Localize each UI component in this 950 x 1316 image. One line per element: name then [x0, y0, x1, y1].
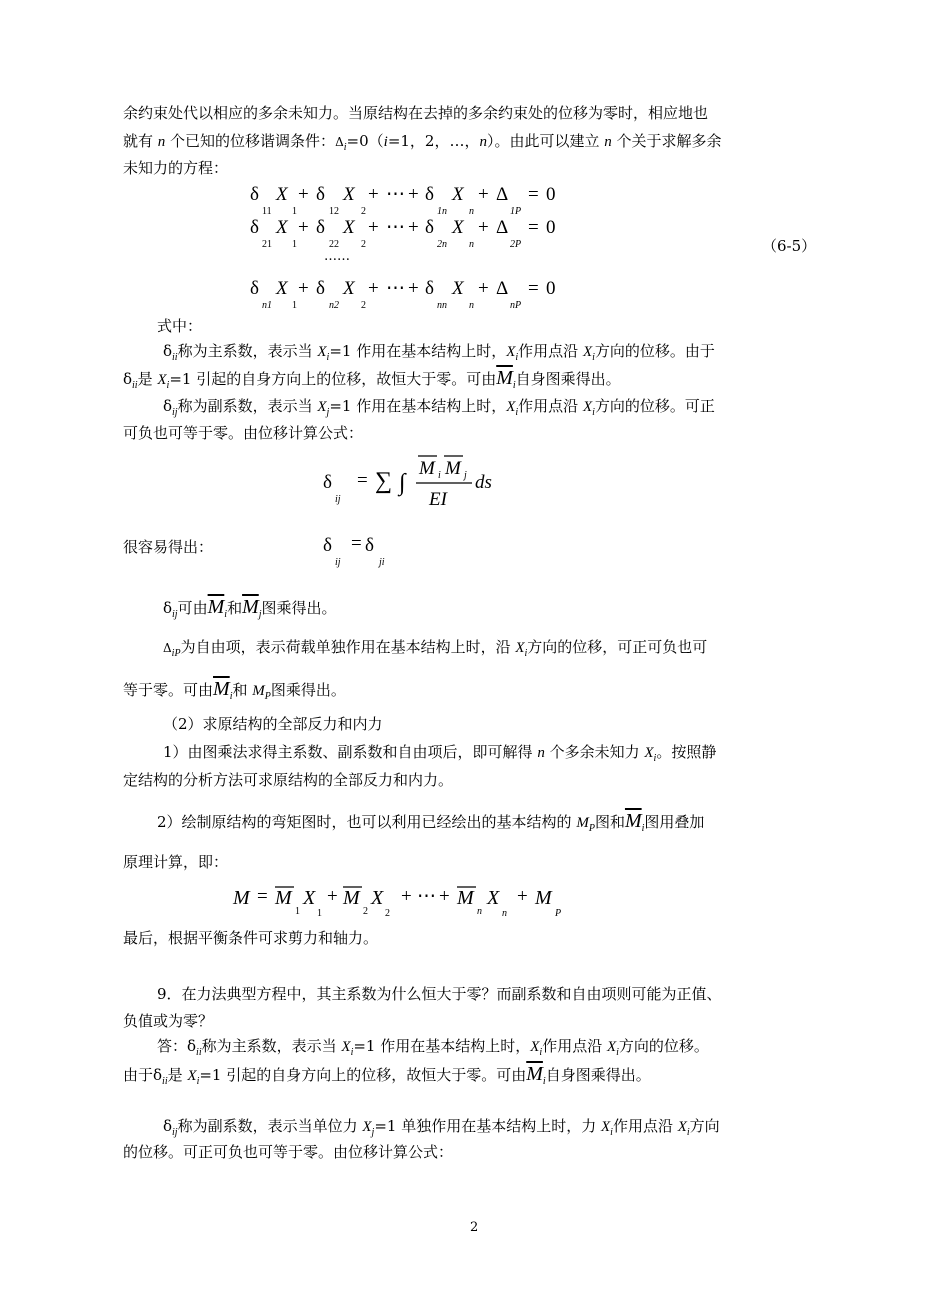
svg-text:nP: nP: [510, 300, 522, 311]
svg-text:n: n: [469, 300, 474, 311]
text-line: $\delta_{ii}$是 $X_i=1$ 引起的自身方向上的位移，故恒大于零。可由$\overline{M}_i$自身图乘得出。: [123, 367, 621, 391]
text-line: $\delta_{ij}$称为副系数，表示当 $X_j=1$ 作用在基本结构上时，$X_i$作用点沿 $X_i$方向的位移。可正: [163, 397, 715, 418]
svg-text:1: 1: [295, 906, 300, 917]
svg-text:M: M: [275, 887, 292, 909]
svg-text:=: =: [528, 184, 539, 205]
svg-text:+: +: [298, 217, 309, 238]
svg-text:δ: δ: [323, 535, 332, 556]
svg-text:M: M: [233, 887, 250, 909]
svg-text:=: =: [257, 886, 268, 907]
svg-text:X: X: [276, 278, 288, 299]
svg-text:12: 12: [329, 206, 339, 217]
svg-text:X: X: [343, 184, 355, 205]
svg-text:X: X: [452, 217, 464, 238]
svg-text:Δ: Δ: [496, 184, 509, 205]
ellipsis: ……: [324, 249, 350, 264]
equation-number: （6-5）: [762, 237, 817, 255]
svg-text:21: 21: [262, 239, 272, 250]
text-line: $\delta_{ii}$称为主系数，表示当 $X_i=1$ 作用在基本结构上时，$X_i$作用点沿 $X_i$方向的位移。由于: [163, 342, 715, 363]
question-9: 9．在力法典型方程中，其主系数为什么恒大于零？而副系数和自由项则可能为正值、: [157, 985, 722, 1003]
svg-text:1: 1: [317, 908, 322, 919]
svg-text:X: X: [452, 278, 464, 299]
svg-text:∑: ∑: [375, 468, 393, 494]
svg-text:1P: 1P: [510, 206, 522, 217]
equation-row-1: [250, 184, 556, 217]
svg-text:X: X: [276, 217, 288, 238]
svg-text:Δ: Δ: [496, 217, 509, 238]
text-line: 可负也可等于零。由位移计算公式：: [123, 424, 364, 442]
svg-text:2: 2: [385, 908, 390, 919]
svg-text:X: X: [452, 184, 464, 205]
equation-system: [240, 178, 580, 313]
text-line: 由于$\delta_{ii}$是 $X_i=1$ 引起的自身方向上的位移，故恒大于零。可由$\overline{M}_i$自身图乘得出。: [123, 1063, 651, 1087]
svg-text:ds: ds: [475, 472, 492, 493]
text-line: 式中：: [157, 317, 203, 335]
superposition-formula: [225, 880, 585, 924]
svg-text:+: +: [401, 886, 412, 907]
svg-text:+: +: [408, 184, 419, 205]
svg-text:X: X: [487, 887, 500, 909]
svg-text:2: 2: [363, 906, 368, 917]
text-line: $\delta_{ij}$称为副系数，表示当单位力 $X_j=1$ 单独作用在基本结构上时，力 $X_i$作用点沿 $X_i$方向: [163, 1117, 720, 1138]
svg-text:X: X: [343, 217, 355, 238]
equation-row-2: [250, 217, 556, 250]
svg-text:n2: n2: [329, 300, 339, 311]
svg-text:=: =: [357, 470, 368, 491]
text-line: 1）由图乘法求得主系数、副系数和自由项后，即可解得 n 个多余未知力 $X_i$。按照静: [163, 743, 717, 764]
svg-text:X: X: [343, 278, 355, 299]
svg-text:ij: ij: [335, 494, 341, 505]
section-heading: （2）求原结构的全部反力和内力: [163, 715, 383, 733]
text-line: $\Delta_{iP}$为自由项，表示荷载单独作用在基本结构上时，沿 $X_i$方向的位移，可正可负也可: [163, 638, 708, 659]
svg-text:X: X: [303, 887, 316, 909]
svg-text:δ: δ: [250, 217, 259, 238]
svg-text:2: 2: [361, 239, 366, 250]
svg-text:⋯: ⋯: [386, 184, 405, 205]
svg-text:j: j: [464, 470, 467, 481]
svg-text:∫: ∫: [399, 470, 406, 496]
svg-text:δ: δ: [316, 217, 325, 238]
svg-text:2n: 2n: [437, 239, 447, 250]
svg-text:ji: ji: [379, 557, 385, 568]
text-line: 未知力的方程：: [123, 159, 229, 177]
text-line: $\delta_{ij}$可由$\overline{M}_i$和$\overline{M}_j$图乘得出。: [163, 596, 337, 620]
svg-text:M: M: [419, 458, 435, 479]
svg-text:1: 1: [292, 300, 297, 311]
svg-text:M: M: [445, 458, 461, 479]
svg-text:+: +: [439, 886, 450, 907]
svg-text:⋯: ⋯: [417, 886, 436, 907]
svg-text:δ: δ: [316, 278, 325, 299]
svg-text:δ: δ: [250, 278, 259, 299]
svg-text:+: +: [298, 184, 309, 205]
svg-text:=: =: [351, 533, 362, 554]
svg-text:δ: δ: [425, 278, 434, 299]
text-line: 原理计算，即：: [123, 853, 229, 871]
svg-text:+: +: [478, 278, 489, 299]
svg-text:+: +: [368, 184, 379, 205]
svg-text:δ: δ: [425, 217, 434, 238]
displacement-formula: [315, 450, 515, 512]
svg-text:2P: 2P: [510, 239, 522, 250]
page-number: 2: [470, 1220, 479, 1235]
svg-text:+: +: [298, 278, 309, 299]
svg-text:δ: δ: [323, 472, 332, 493]
text-line: 负值或为零？: [123, 1012, 214, 1030]
svg-text:0: 0: [546, 217, 556, 238]
svg-text:δ: δ: [250, 184, 259, 205]
svg-text:M: M: [457, 887, 474, 909]
svg-text:M: M: [535, 887, 552, 909]
svg-text:Δ: Δ: [496, 278, 509, 299]
svg-text:⋯: ⋯: [386, 217, 405, 238]
svg-text:n: n: [477, 906, 482, 917]
svg-text:n: n: [469, 206, 474, 217]
svg-text:n: n: [502, 908, 507, 919]
text-line: 答：$\delta_{ii}$称为主系数，表示当 $X_i=1$ 作用在基本结构上时，$X_i$作用点沿 $X_i$方向的位移。: [157, 1037, 709, 1058]
svg-text:+: +: [408, 278, 419, 299]
svg-text:i: i: [438, 470, 441, 481]
svg-text:+: +: [368, 217, 379, 238]
text-line: 2）绘制原结构的弯矩图时，也可以利用已经绘出的基本结构的 $M_P$图和$\overline{M}_i$图用叠加: [157, 810, 705, 834]
text-line: 的位移。可正可负也可等于零。由位移计算公式：: [123, 1143, 454, 1161]
svg-text:ij: ij: [335, 557, 341, 568]
text-line: 就有 n 个已知的位移谐调条件：$\Delta_i=0(i=1$，2，…，n）。由此可以建立 n 个关于求解多余: [123, 132, 722, 153]
svg-text:P: P: [555, 908, 562, 919]
svg-text:δ: δ: [316, 184, 325, 205]
svg-text:11: 11: [262, 206, 272, 217]
svg-text:X: X: [276, 184, 288, 205]
svg-text:+: +: [517, 886, 528, 907]
text-line: 很容易得出：: [123, 538, 214, 556]
svg-text:n: n: [469, 239, 474, 250]
svg-text:⋯: ⋯: [386, 278, 405, 299]
text-line: 定结构的分析方法可求原结构的全部反力和内力。: [123, 771, 454, 789]
svg-text:+: +: [408, 217, 419, 238]
svg-text:2: 2: [361, 206, 366, 217]
svg-text:n1: n1: [262, 300, 272, 311]
svg-text:22: 22: [329, 239, 339, 250]
svg-text:1: 1: [292, 239, 297, 250]
svg-text:EI: EI: [429, 489, 447, 510]
svg-text:2: 2: [361, 300, 366, 311]
svg-text:M: M: [343, 887, 360, 909]
svg-text:δ: δ: [425, 184, 434, 205]
svg-text:X: X: [371, 887, 384, 909]
svg-text:+: +: [368, 278, 379, 299]
svg-text:1: 1: [292, 206, 297, 217]
text-line: 最后，根据平衡条件可求剪力和轴力。: [123, 929, 379, 947]
svg-text:δ: δ: [365, 535, 374, 556]
text-line: 余约束处代以相应的多余未知力。当原结构在去掉的多余约束处的位移为零时，相应地也: [123, 104, 709, 122]
svg-text:+: +: [478, 184, 489, 205]
svg-text:1n: 1n: [437, 206, 447, 217]
svg-text:=: =: [528, 217, 539, 238]
svg-text:0: 0: [546, 184, 556, 205]
svg-text:0: 0: [546, 278, 556, 299]
svg-text:nn: nn: [437, 300, 447, 311]
symmetry-formula: [315, 525, 405, 571]
svg-text:+: +: [478, 217, 489, 238]
text-line: 等于零。可由$\overline{M}_i$和 $M_P$图乘得出。: [123, 678, 346, 702]
svg-text:+: +: [327, 886, 338, 907]
equation-row-n: [250, 278, 556, 311]
svg-text:=: =: [528, 278, 539, 299]
